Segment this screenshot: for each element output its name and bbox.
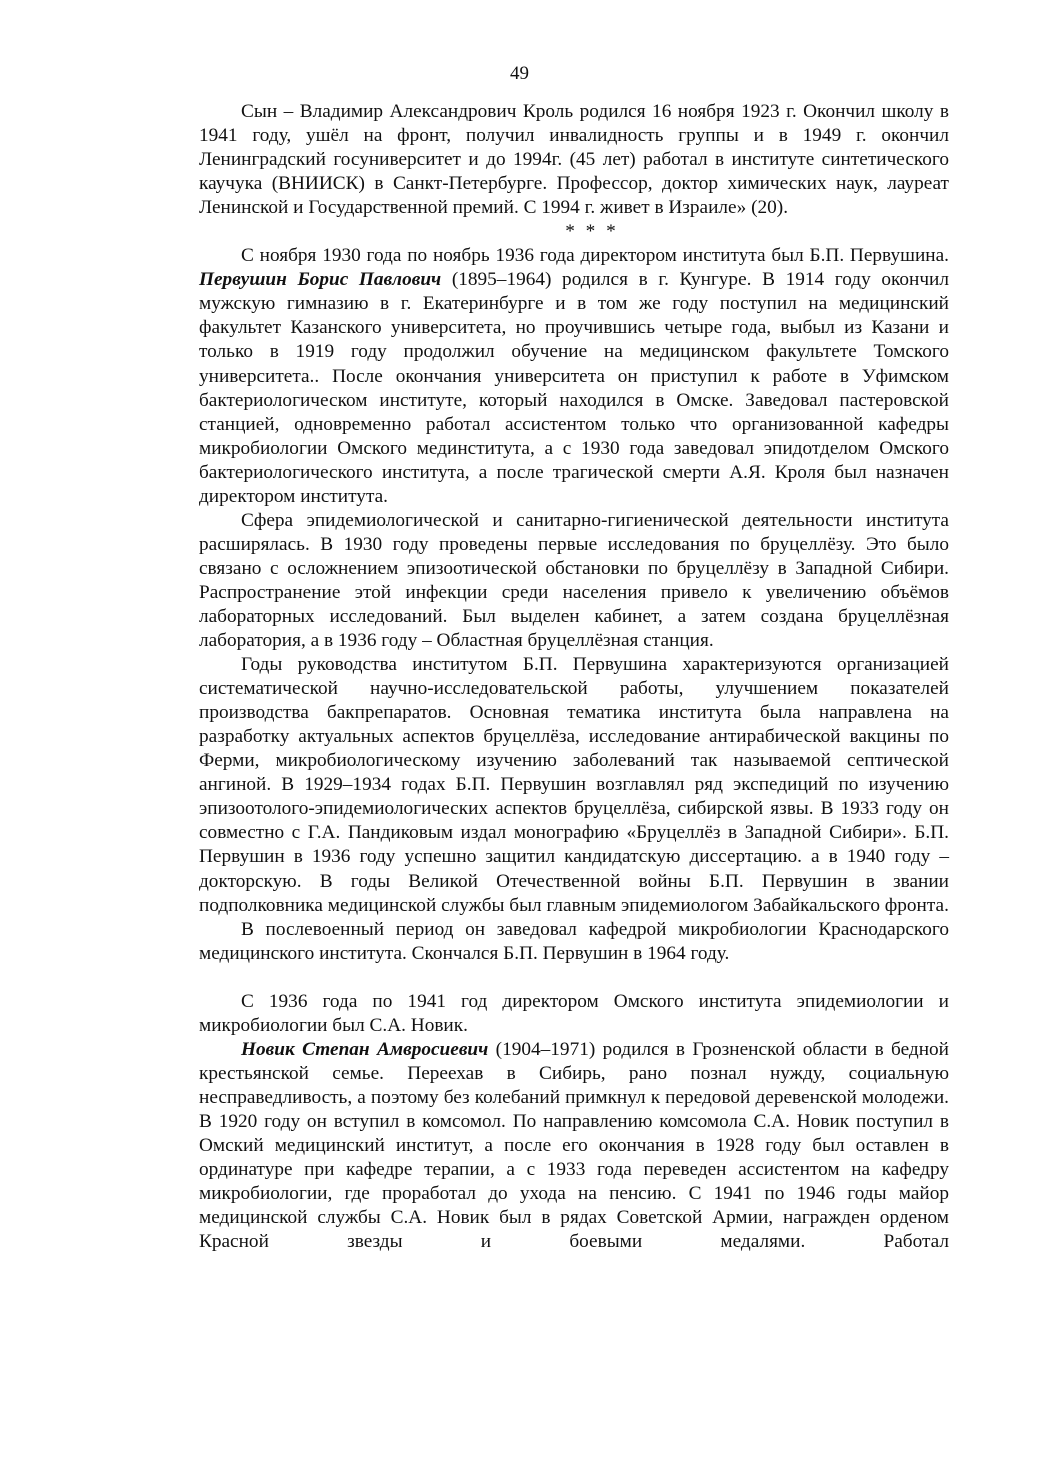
person-name-novik: Новик Степан Амвросиевич [241, 1038, 489, 1060]
paragraph-novik-director: С 1936 года по 1941 год директором Омского института эпидемиологии и микробиологии был С.А. Новик. [199, 990, 949, 1036]
paragraph-text: (1904–1971) родился в Грозненской области в бедной крестьянской семье. Переехав в Сибирь, рано познал нужду, социальную несправедливость, а поэтому без колебаний примкнул к передовой деревенской молодежи. В 1920 году он вступил в комсомол. По направлению комсомола С.А. Новик поступил в Омский медицинский институт, а после его окончания в 1928 году был оставлен в ординатуре при кафедре терапии, а с 1933 года переведен ассистентом на кафедру микробиологии, где проработал до ухода на пенсию. С 1941 по 1946 годы майор медицинской службы С.А. Новик был в рядах Советской Армии, награжден орденом Красной звезды и боевыми медалями. Работал [199, 1038, 949, 1253]
person-name-pervushin: Первушин Борис Павлович [199, 269, 442, 291]
blank-line [199, 966, 949, 990]
paragraph-son-biography: Сын – Владимир Александрович Кроль родился 16 ноября 1923 г. Окончил школу в 1941 году, ушёл на фронт, получил инвалидность группы и в 1949 г. окончил Ленинградский госуниверситет и до 1994г. (45 лет) работал в институте синтетического каучука (ВНИИСК) в Санкт-Петербурге. Профессор, доктор химических наук, лауреат Ленинской и Государственной премий. С 1994 г. живет в Израиле» (20). [199, 101, 949, 219]
paragraph-novik-biography [199, 1038, 949, 1254]
paragraph-brucellosis-research: Сфера эпидемиологической и санитарно-гигиенической деятельности института расширялась. В 1930 году проведены первые исследования по бруцеллёзу. Это было связано с осложнением эпизоотической обстановки по бруцеллёзу в Западной Сибири. Распространение этой инфекции среди населения привело к увеличению объёмов лабораторных исследований. Был выделен кабинет, а затем создана бруцеллёзная лаборатория, а в 1936 году – Областная бруцеллёзная станция. [199, 509, 949, 652]
page-number: 49 [510, 63, 529, 84]
text-column [199, 100, 949, 1254]
paragraph-leadership-years: Годы руководства институтом Б.П. Первушина характеризуются организацией систематической научно-исследовательской работы, улучшением показателей производства бакпрепаратов. Основная тематика института была направлена на разработку актуальных аспектов бруцеллёза, исследование антирабической вакцины по Ферми, микробиологическому изучению заболеваний так называемой септической ангиной. В 1929–1934 годах Б.П. Первушин возглавлял ряд экспедиций по изучению эпизоотолого-эпидемиологических аспектов бруцеллёза, сибирской язвы. В 1933 году он совместно с Г.А. Пандиковым издал монографию «Бруцеллёз в Западной Сибири». Б.П. Первушин в 1936 году успешно защитил кандидатскую диссертацию. а в 1940 году – докторскую. В годы Великой Отечественной войны Б.П. Первушин в звании подполковника медицинской службы был главным эпидемиологом Забайкальского фронта. [199, 654, 949, 916]
paragraph-postwar: В послевоенный период он заведовал кафедрой микробиологии Краснодарского медицинского института. Скончался Б.П. Первушин в 1964 году. [199, 918, 949, 964]
section-separator: * * * [565, 221, 619, 243]
paragraph-text: С ноября 1930 года по ноябрь 1936 года директором института был Б.П. Первушина. [241, 245, 949, 267]
paragraph-pervushin-intro [199, 244, 949, 509]
paragraph-text: (1895–1964) родился в г. Кунгуре. В 1914 году окончил мужскую гимназию в г. Екатеринбурге и в том же году поступил на медицинский факультет Казанского университета, но проучившись четыре года, выбыл из Казани и только в 1919 году продолжил обучение на медицинском факультете Томского университета.. После окончания университета он приступил к работе в Уфимском бактериологическом институте, который находился в Омске. Заведовал пастеровской станцией, одновременно работал ассистентом только что организованной кафедры микробиологии Омского мединститута, а с 1930 года заведовал эпидотделом Омского бактериологического института, а после трагической смерти А.Я. Кроля был назначен директором института. [199, 269, 949, 507]
